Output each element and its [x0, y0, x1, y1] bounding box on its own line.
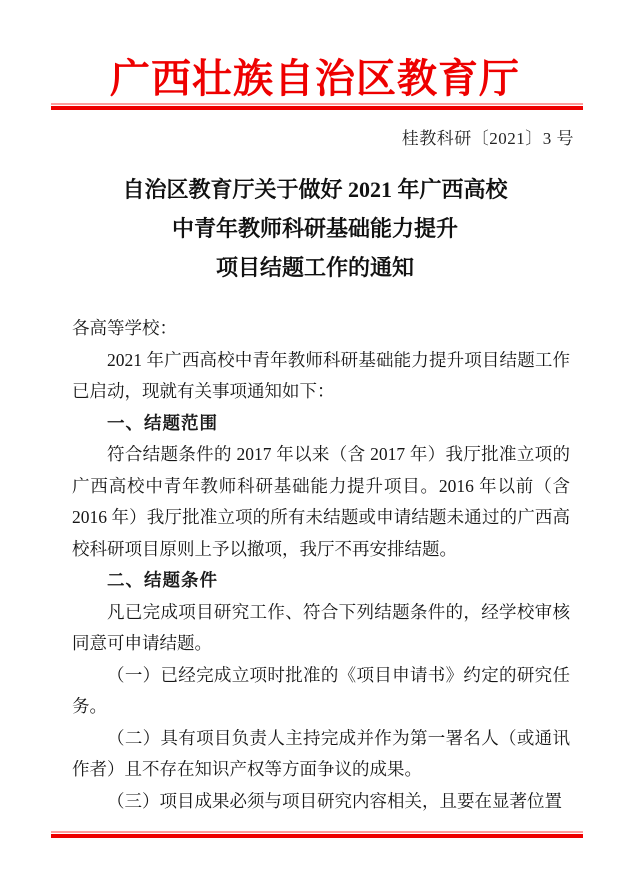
salutation: 各高等学校： — [72, 318, 177, 338]
agency-letterhead: 广西壮族自治区教育厅 — [110, 56, 520, 101]
title-line-2: 中青年教师科研基础能力提升 — [171, 216, 458, 241]
paragraph-intro: 2021 年广西高校中青年教师科研基础能力提升项目结题工作已启动，现就有关事项通知如下： — [72, 349, 570, 401]
document-body — [72, 313, 570, 817]
paragraph-condition-3: （三）项目成果必须与项目研究内容相关，且要在显著位置 — [107, 790, 562, 811]
footer-rule — [51, 831, 583, 838]
paragraph-condition-2: （二）具有项目负责人主持完成并作为第一署名人（或通讯作者）且不存在知识产权等方面争议的成果。 — [72, 727, 570, 779]
section-heading-2: 二、结题条件 — [107, 570, 218, 590]
section-heading-1: 一、结题范围 — [107, 412, 218, 433]
notice-title — [40, 170, 590, 287]
document-number: 桂教科研〔2021〕3 号 — [401, 129, 574, 148]
paragraph-scope: 符合结题条件的 2017 年以来（含 2017 年）我厅批准立项的广西高校中青年教师科研基础能力提升项目。2016 年以前（含 2016 年）我厅批准立项的所有未结题或申请结题未通过的广西高校科研项目原则上予以撤项，我厅不再安排结题。 — [72, 444, 570, 559]
paragraph-condition-1: （一）已经完成立项时批准的《项目申请书》约定的研究任务。 — [72, 664, 570, 716]
footer-rule-thick-line — [51, 834, 583, 838]
paragraph-conditions-intro: 凡已完成项目研究工作、符合下列结题条件的，经学校审核同意可申请结题。 — [72, 601, 570, 653]
header-rule — [51, 103, 583, 110]
title-line-3: 项目结题工作的通知 — [215, 255, 414, 280]
header-rule-thick-line — [51, 106, 583, 110]
title-line-1: 自治区教育厅关于做好 2021 年广西高校 — [122, 177, 508, 202]
